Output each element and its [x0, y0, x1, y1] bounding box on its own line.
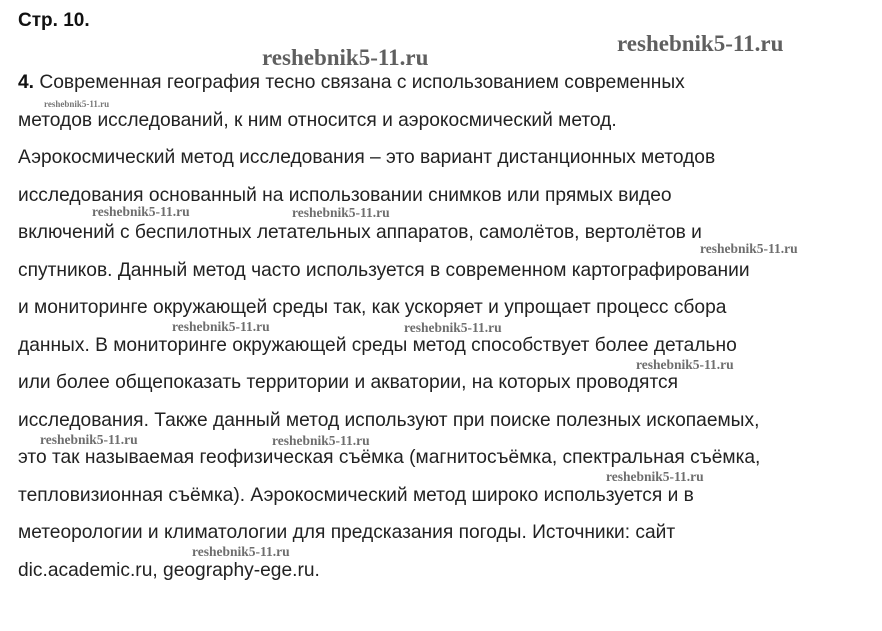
- watermark: reshebnik5-11.ru: [636, 357, 734, 372]
- watermark: reshebnik5-11.ru: [606, 469, 704, 484]
- watermark: reshebnik5-11.ru: [292, 205, 390, 220]
- watermark: reshebnik5-11.ru: [272, 433, 370, 448]
- task-line: Аэрокосмический метод исследования – это вариант дистанционных методов: [18, 147, 716, 168]
- page-header: Стр. 10.: [18, 10, 90, 31]
- watermark: reshebnik5-11.ru: [262, 45, 429, 70]
- task-line: это так называемая геофизическая съёмка (магнитосъёмка, спектральная съёмка,: [18, 447, 761, 468]
- task-line: и мониторинге окружающей среды так, как ускоряет и упрощает процесс сбора: [18, 297, 727, 318]
- watermark: reshebnik5-11.ru: [40, 432, 138, 447]
- watermark: reshebnik5-11.ru: [404, 320, 502, 335]
- task-line: [18, 64, 878, 102]
- watermark: reshebnik5-11.ru: [44, 99, 110, 109]
- watermark: reshebnik5-11.ru: [172, 319, 270, 334]
- task-line: методов исследований, к ним относится и аэрокосмический метод.: [18, 109, 617, 131]
- task-number: 4.: [18, 72, 35, 93]
- task-line: спутников. Данный метод часто используется в современном картографировании: [18, 259, 750, 281]
- task-line: данных. В мониторинге окружающей среды метод способствует более детально: [18, 334, 737, 356]
- task-line: включений с беспилотных летательных аппаратов, самолётов, вертолётов и: [18, 222, 702, 243]
- watermark: reshebnik5-11.ru: [617, 31, 784, 56]
- watermark: reshebnik5-11.ru: [700, 241, 798, 256]
- watermark: reshebnik5-11.ru: [192, 544, 290, 559]
- task-line: тепловизионная съёмка). Аэрокосмический метод широко используется и в: [18, 484, 694, 506]
- task-line: или более общепоказать территории и акватории, на которых проводятся: [18, 372, 678, 393]
- task-line-text: Современная география тесно связана с использованием современных: [39, 72, 685, 93]
- task-line: метеорологии и климатологии для предсказания погоды. Источники: сайт: [18, 522, 676, 543]
- watermark: reshebnik5-11.ru: [92, 204, 190, 219]
- task-line: dic.academic.ru, geography-ege.ru.: [18, 559, 320, 581]
- task-text: [18, 64, 878, 589]
- task-line: исследования. Также данный метод используют при поиске полезных ископаемых,: [18, 409, 760, 431]
- task-line: исследования основанный на использовании снимков или прямых видео: [18, 184, 672, 206]
